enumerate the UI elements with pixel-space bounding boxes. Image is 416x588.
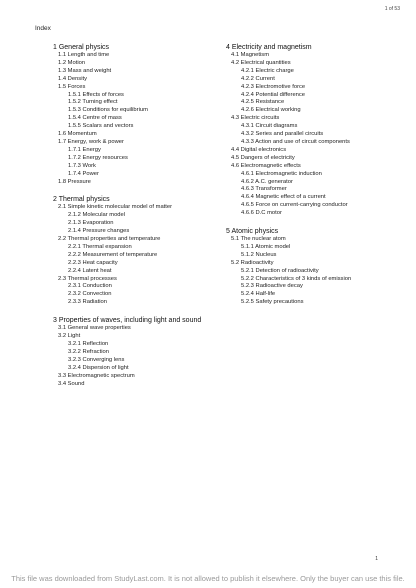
toc-subentry: 3.2.1 Reflection xyxy=(68,341,109,347)
toc-subentry: 5.2.2 Characteristics of 3 kinds of emission xyxy=(241,275,352,282)
toc-subentry: 1.7.3 Work xyxy=(68,162,96,169)
toc-subentry: 1.5.4 Centre of mass xyxy=(68,115,122,122)
toc-subentry: 5.2.4 Half-life xyxy=(241,291,276,298)
toc-section xyxy=(53,316,233,388)
section-title: 1 General physics xyxy=(53,44,110,51)
toc-entry: 4.5 Dangers of electricity xyxy=(231,154,295,161)
toc-subentry: 3.2.3 Converging lens xyxy=(68,356,125,363)
toc-subentry: 4.6.4 Magnetic effect of a current xyxy=(241,194,326,201)
toc-subentry: 2.3.3 Radiation xyxy=(68,299,107,306)
toc-subentry: 1.5.5 Scalars and vectors xyxy=(68,123,134,130)
toc-subentry: 4.6.5 Force on current-carrying conductor xyxy=(241,202,348,209)
toc-entry: 5.1 The nuclear atom xyxy=(231,236,286,243)
download-notice: This file was downloaded from StudyLast.com. It is not allowed to publish it elsewhere. Only the buyer can use this file. xyxy=(11,574,405,583)
toc-entry: 4.3 Electric circuits xyxy=(231,115,280,122)
section-title: 2 Thermal physics xyxy=(53,196,110,204)
toc-subentry: 4.2.3 Electromotive force xyxy=(241,83,306,90)
toc-subentry: 3.2.4 Dispersion of light xyxy=(68,364,129,371)
toc-subentry: 5.2.1 Detection of radioactivity xyxy=(241,267,319,274)
toc-subentry: 2.2.2 Measurement of temperature xyxy=(68,251,158,258)
toc-subentry: 4.2.2 Current xyxy=(241,75,275,82)
toc-entry: 1.6 Momentum xyxy=(58,131,97,138)
toc-entry: 1.5 Forces xyxy=(58,83,86,90)
toc-subentry: 2.1.3 Evaporation xyxy=(68,220,114,227)
toc-entry: 1.1 Length and time xyxy=(58,52,110,58)
toc-entry: 1.8 Pressure xyxy=(58,178,91,185)
page-count: 1 of 53 xyxy=(384,6,400,12)
toc-entry: 1.3 Mass and weight xyxy=(58,67,112,74)
toc-subentry: 5.1.1 Atomic model xyxy=(241,243,291,250)
toc-subentry: 1.5.2 Turning effect xyxy=(68,99,118,106)
toc-entry: 4.1 Magnetism xyxy=(231,52,270,58)
toc-subentry: 4.6.3 Transformer xyxy=(241,186,287,193)
toc-subentry: 2.2.4 Latent heat xyxy=(68,267,112,274)
toc-subentry: 5.2.5 Safety precautions xyxy=(241,299,304,306)
page-number: 1 xyxy=(375,556,378,562)
toc-subentry: 4.6.6 D.C motor xyxy=(241,210,282,217)
toc-subentry: 2.2.1 Thermal expansion xyxy=(68,243,132,250)
toc-subentry: 2.2.3 Heat capacity xyxy=(68,259,118,266)
toc-entry: 1.7 Energy, work & power xyxy=(58,138,124,145)
left-column xyxy=(53,43,233,397)
toc-subentry: 4.3.2 Series and parallel circuits xyxy=(241,131,324,138)
toc-section xyxy=(226,43,406,218)
toc-entry: 5.2 Radioactivity xyxy=(231,259,274,266)
toc-entry: 4.6 Electromagnetic effects xyxy=(231,162,301,169)
section-title: 3 Properties of waves, including light and sound xyxy=(53,317,202,325)
toc-subentry: 1.5.1 Effects of forces xyxy=(68,91,124,98)
toc-subentry: 4.6.2 A.C. generator xyxy=(241,178,293,185)
toc-section xyxy=(53,43,233,186)
toc-subentry: 1.5.3 Conditions for equilibrium xyxy=(68,107,148,114)
toc-entry: 4.2 Electrical quantities xyxy=(231,59,291,66)
toc-entry: 1.2 Motion xyxy=(58,59,86,66)
section-title: 4 Electricity and magnetism xyxy=(226,44,312,51)
toc-subentry: 4.2.5 Resistance xyxy=(241,99,285,106)
toc-entry: 2.1 Simple kinetic molecular model of matter xyxy=(58,204,173,211)
toc-subentry: 4.2.4 Potential difference xyxy=(241,91,306,98)
toc-subentry: 4.3.3 Action and use of circuit components xyxy=(241,138,350,145)
toc-subentry: 5.2.3 Radioactive decay xyxy=(241,283,303,290)
toc-subentry: 4.2.6 Electrical working xyxy=(241,107,301,114)
toc-subentry: 4.6.1 Electromagnetic induction xyxy=(241,170,322,177)
toc-entry: 3.4 Sound xyxy=(58,380,85,387)
toc-subentry: 1.7.4 Power xyxy=(68,170,99,177)
toc-subentry: 5.1.2 Nucleus xyxy=(241,251,277,258)
index-title: Index xyxy=(35,25,51,32)
toc-section xyxy=(226,227,406,307)
toc-entry: 3.2 Light xyxy=(58,333,81,340)
section-title: 5 Atomic physics xyxy=(226,228,279,236)
toc-entry: 2.2 Thermal properties and temperature xyxy=(58,236,161,243)
toc-entry: 3.3 Electromagnetic spectrum xyxy=(58,372,135,379)
toc-entry: 1.4 Density xyxy=(58,75,87,82)
toc-subentry: 2.3.2 Convection xyxy=(68,291,112,298)
toc-subentry: 4.3.1 Circuit diagrams xyxy=(241,123,298,130)
toc-subentry: 4.2.1 Electric charge xyxy=(241,67,294,74)
toc-section xyxy=(53,195,233,307)
toc-entry: 2.3 Thermal processes xyxy=(58,275,117,282)
toc-subentry: 2.1.2 Molecular model xyxy=(68,212,126,219)
toc-subentry: 3.2.2 Refraction xyxy=(68,348,109,355)
toc-entry: 4.4 Digital electronics xyxy=(231,146,287,153)
toc-subentry: 1.7.2 Energy resources xyxy=(68,154,128,161)
toc-subentry: 2.3.1 Conduction xyxy=(68,283,112,290)
toc-subentry: 2.1.4 Pressure changes xyxy=(68,228,130,235)
right-column xyxy=(226,43,406,316)
toc-entry: 3.1 General wave properties xyxy=(58,325,131,332)
toc-subentry: 1.7.1 Energy xyxy=(68,146,101,153)
